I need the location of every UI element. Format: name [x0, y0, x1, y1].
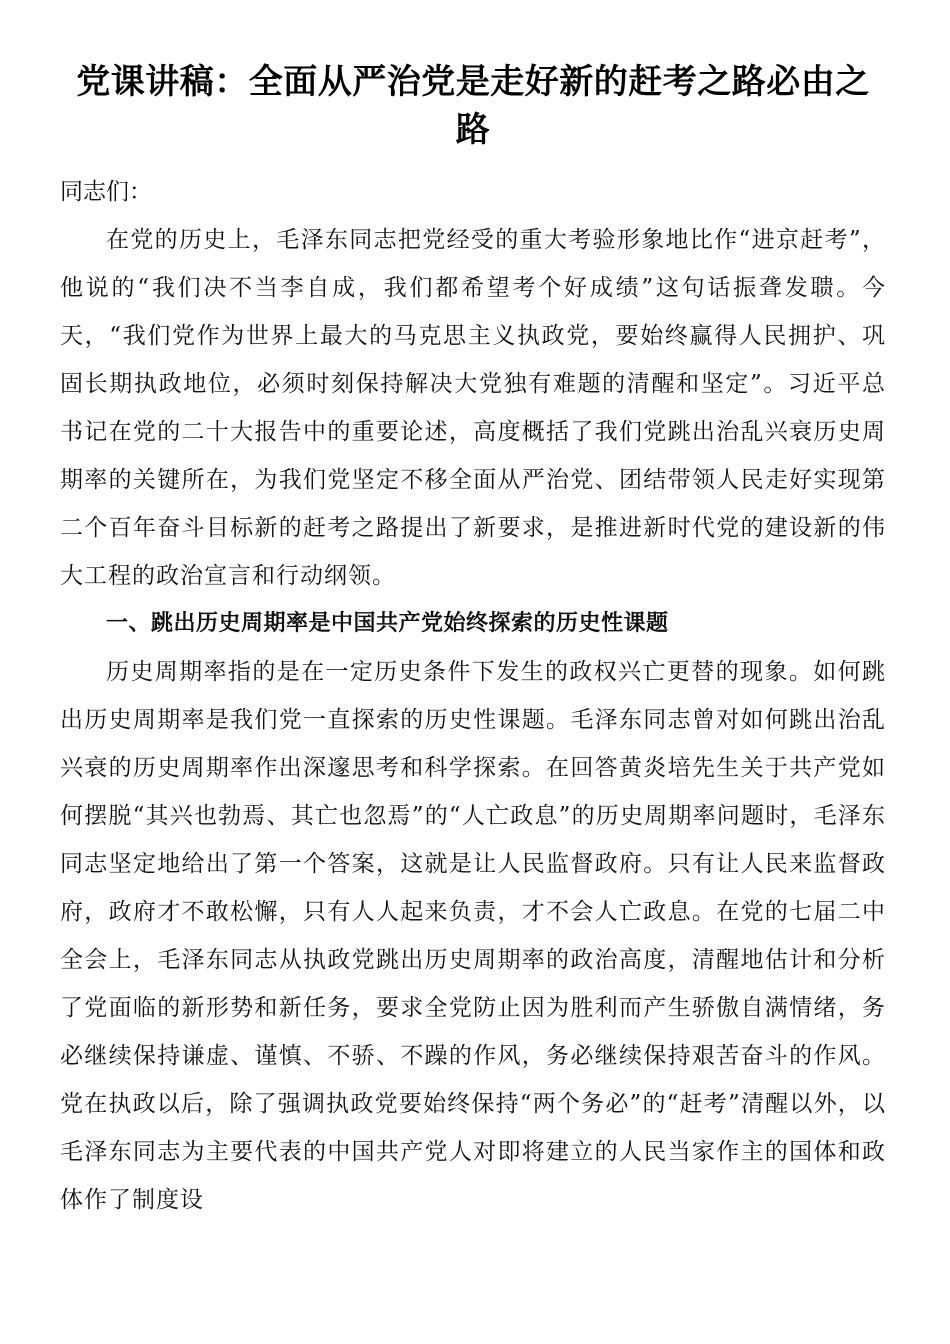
salutation: 同志们：	[60, 179, 152, 205]
intro-paragraph: 在党的历史上，毛泽东同志把党经受的重大考验形象地比作“进京赶考”，他说的“我们决不当李自成，我们都希望考个好成绩”这句话振聋发聩。今天，“我们党作为世界上最大的马克思主义执政党，要始终赢得人民拥护、巩固长期执政地位，必须时刻保持解决大党独有难题的清醒和坚定”。习近平总书记在党的二十大报告中的重要论述，高度概括了我们党跳出治乱兴衰历史周期率的关键所在，为我们党坚定不移全面从严治党、团结带领人民走好实现第二个百年奋斗目标新的赶考之路提出了新要求，是推进新时代党的建设新的伟大工程的政治宣言和行动纲领。	[60, 227, 886, 589]
document-title: 党课讲稿：全面从严治党是走好新的赶考之路必由之路	[76, 62, 870, 150]
section-heading-1: 一、跳出历史周期率是中国共产党始终探索的历史性课题	[106, 611, 669, 636]
section-1-paragraph: 历史周期率指的是在一定历史条件下发生的政权兴亡更替的现象。如何跳出历史周期率是我们党一直探索的历史性课题。毛泽东同志曾对如何跳出治乱兴衰的历史周期率作出深邃思考和科学探索。在回答黄炎培先生关于共产党如何摆脱“其兴也勃焉、其亡也忽焉”的“人亡政息”的历史周期率问题时，毛泽东同志坚定地给出了第一个答案，这就是让人民监督政府。只有让人民来监督政府，政府才不敢松懈，只有人人起来负责，才不会人亡政息。在党的七届二中全会上，毛泽东同志从执政党跳出历史周期率的政治高度，清醒地估计和分析了党面临的新形势和新任务，要求全党防止因为胜利而产生骄傲自满情绪，务必继续保持谦虚、谨慎、不骄、不躁的作风，务必继续保持艰苦奋斗的作风。党在执政以后，除了强调执政党要始终保持“两个务必”的“赶考”清醒以外，以毛泽东同志为主要代表的中国共产党人对即将建立的人民当家作主的国体和政体作了制度设	[60, 659, 886, 1213]
